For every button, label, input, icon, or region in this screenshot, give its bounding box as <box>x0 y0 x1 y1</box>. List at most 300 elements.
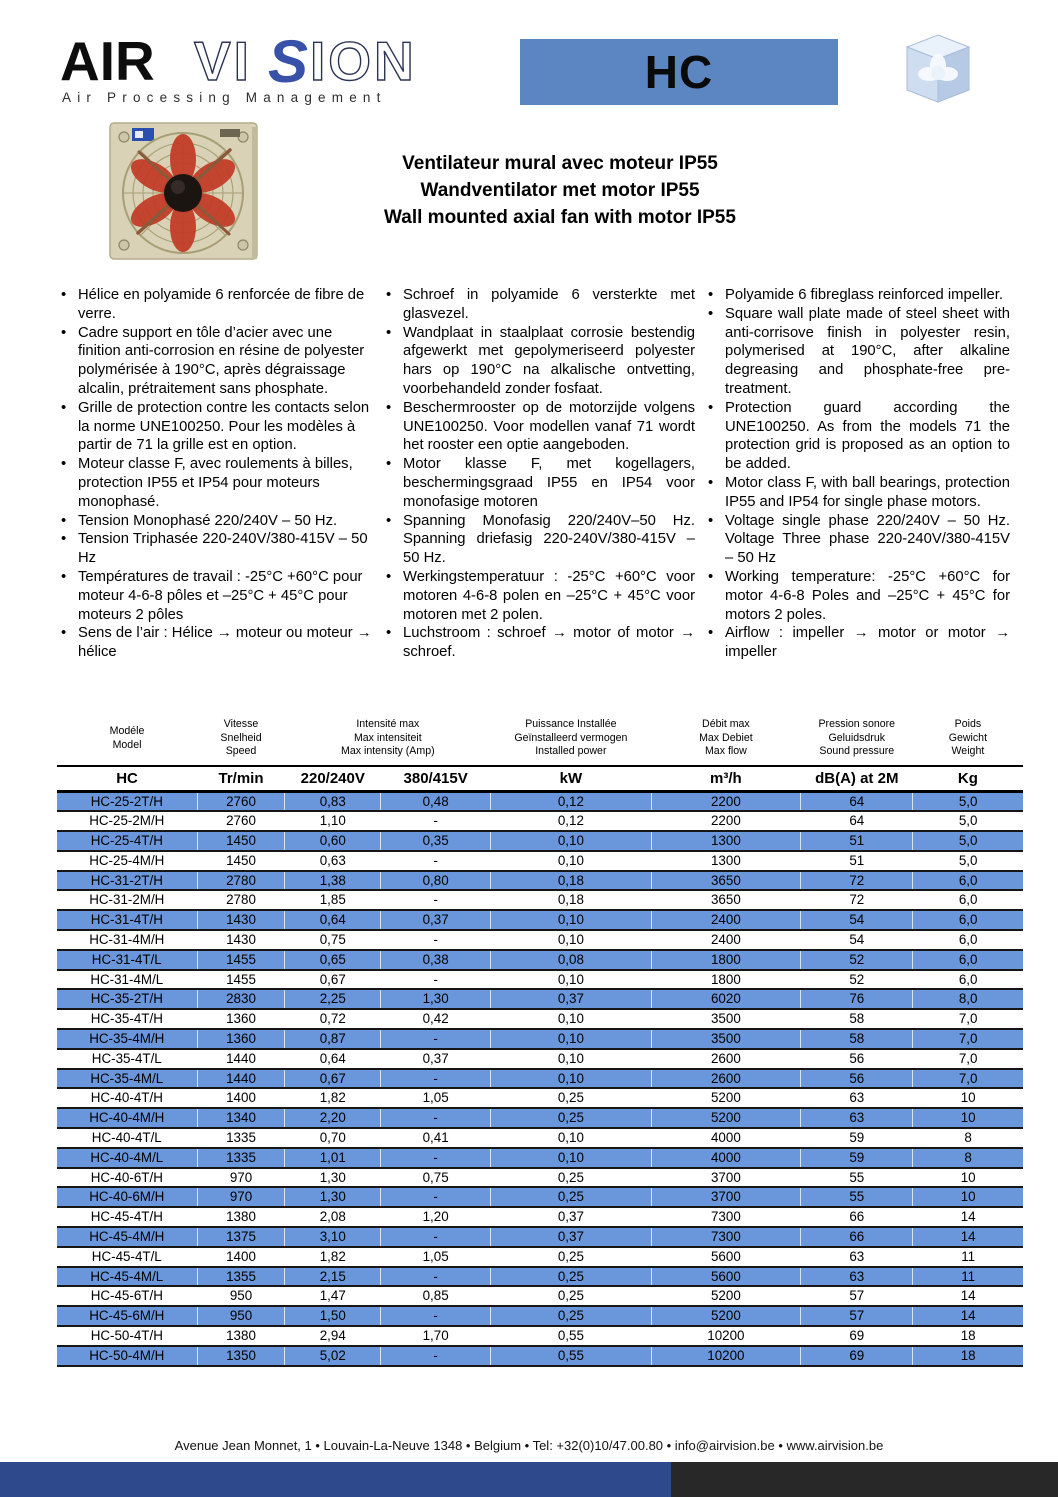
table-cell: 0,60 <box>285 831 381 851</box>
table-row <box>57 1207 1023 1227</box>
table-cell: 3,10 <box>285 1227 381 1247</box>
table-cell: 0,38 <box>381 950 491 970</box>
table-cell: 8 <box>913 1128 1023 1148</box>
header-model: Modéle Model <box>109 724 145 751</box>
table-cell: 1430 <box>197 910 285 930</box>
table-cell: 55 <box>801 1168 913 1188</box>
table-cell: 4000 <box>651 1148 801 1168</box>
table-cell: 0,75 <box>285 930 381 950</box>
table-cell: 5200 <box>651 1306 801 1326</box>
table-cell: 0,25 <box>491 1306 651 1326</box>
table-cell: - <box>381 1346 491 1366</box>
table-cell: 5600 <box>651 1247 801 1267</box>
table-cell: HC-45-6T/H <box>57 1286 197 1306</box>
table-row <box>57 1108 1023 1128</box>
table-cell: 7,0 <box>913 1029 1023 1049</box>
table-cell: 2,94 <box>285 1326 381 1346</box>
table-cell: 5,02 <box>285 1346 381 1366</box>
table-cell: 2760 <box>197 791 285 811</box>
table-cell: 0,25 <box>491 1247 651 1267</box>
airvision-logo <box>58 26 453 111</box>
table-cell: 5,0 <box>913 791 1023 811</box>
table-row <box>57 1247 1023 1267</box>
table-cell: 1440 <box>197 1049 285 1069</box>
table-cell: 0,42 <box>381 1009 491 1029</box>
table-cell: 7300 <box>651 1227 801 1247</box>
table-cell: HC-25-2M/H <box>57 811 197 831</box>
table-row <box>57 1088 1023 1108</box>
table-cell: - <box>381 1108 491 1128</box>
table-cell: HC-35-4T/L <box>57 1049 197 1069</box>
feature-item-fr: • Tension Triphasée 220-240V/380-415V – 50 Hz <box>57 530 373 568</box>
table-cell: 55 <box>801 1187 913 1207</box>
table-cell: 3500 <box>651 1029 801 1049</box>
table-cell: 7300 <box>651 1207 801 1227</box>
feature-item-fr: • Hélice en polyamide 6 renforcée de fibre de verre. <box>57 286 373 324</box>
svg-text:VI: VI <box>194 30 252 92</box>
table-cell: HC-40-6M/H <box>57 1187 197 1207</box>
table-cell: 10 <box>913 1108 1023 1128</box>
table-cell: 2600 <box>651 1049 801 1069</box>
table-cell: 76 <box>801 989 913 1009</box>
table-cell: 6,0 <box>913 910 1023 930</box>
table-cell: 4000 <box>651 1128 801 1148</box>
feature-item-nl: • Beschermrooster op de motorzijde volgens UNE100250. Voor modellen vanaf 71 wordt het rooster een optie aangeboden. <box>382 399 695 455</box>
table-cell: 0,37 <box>491 989 651 1009</box>
table-cell: 1,30 <box>285 1168 381 1188</box>
table-header <box>57 714 1023 791</box>
title-line-en: Wall mounted axial fan with motor IP55 <box>384 207 736 228</box>
table-cell: 2200 <box>651 811 801 831</box>
feature-item-en: • Voltage single phase 220/240V – 50 Hz. Voltage Three phase 220-240V/380-415V – 50 Hz <box>704 512 1010 568</box>
table-cell: 10200 <box>651 1346 801 1366</box>
table-cell: 1,30 <box>381 989 491 1009</box>
table-cell: 1300 <box>651 831 801 851</box>
unit-sound: dB(A) at 2M <box>801 766 913 791</box>
table-row <box>57 851 1023 871</box>
table-cell: 0,37 <box>491 1207 651 1227</box>
airvision-logo-icon <box>58 26 453 106</box>
table-cell: 7,0 <box>913 1069 1023 1089</box>
table-cell: 7,0 <box>913 1009 1023 1029</box>
table-cell: 0,10 <box>491 1009 651 1029</box>
table-cell: - <box>381 811 491 831</box>
table-cell: 2,08 <box>285 1207 381 1227</box>
table-cell: 64 <box>801 791 913 811</box>
table-cell: 6,0 <box>913 871 1023 891</box>
table-cell: 5200 <box>651 1088 801 1108</box>
table-cell: 950 <box>197 1286 285 1306</box>
table-cell: 10200 <box>651 1326 801 1346</box>
table-cell: 14 <box>913 1306 1023 1326</box>
header-sound: Pression sonore Geluidsdruk Sound pressure <box>818 718 896 758</box>
table-cell: 1335 <box>197 1128 285 1148</box>
table-cell: 1335 <box>197 1148 285 1168</box>
table-body <box>57 791 1023 1366</box>
table-row <box>57 1029 1023 1049</box>
table-row <box>57 1049 1023 1069</box>
table-cell: 6,0 <box>913 970 1023 990</box>
table-cell: 0,37 <box>381 910 491 930</box>
table-cell: HC-31-2T/H <box>57 871 197 891</box>
table-cell: 51 <box>801 851 913 871</box>
table-cell: - <box>381 1306 491 1326</box>
table-cell: 0,64 <box>285 1049 381 1069</box>
table-cell: 0,10 <box>491 910 651 930</box>
feature-list-en <box>704 286 1010 662</box>
table-cell: HC-50-4M/H <box>57 1346 197 1366</box>
table-cell: 2760 <box>197 811 285 831</box>
table-cell: 1300 <box>651 851 801 871</box>
table-cell: 10 <box>913 1187 1023 1207</box>
table-cell: 6,0 <box>913 930 1023 950</box>
table-cell: 0,25 <box>491 1267 651 1287</box>
table-row <box>57 910 1023 930</box>
footer-bar <box>0 1462 1058 1497</box>
feature-item-nl: • Werkingstemperatuur : -25°C +60°C voor motoren 4-6-8 polen en –25°C + 45°C voor motoren met 2 polen. <box>382 568 695 624</box>
table-cell: HC-35-4M/L <box>57 1069 197 1089</box>
table-cell: 0,08 <box>491 950 651 970</box>
table-cell: HC-31-2M/H <box>57 890 197 910</box>
table-cell: 0,10 <box>491 1049 651 1069</box>
table-cell: HC-35-4M/H <box>57 1029 197 1049</box>
table-row <box>57 950 1023 970</box>
table-row <box>57 1306 1023 1326</box>
table-cell: 1,70 <box>381 1326 491 1346</box>
table-row <box>57 1069 1023 1089</box>
table-cell: 0,25 <box>491 1187 651 1207</box>
table-cell: HC-40-4T/L <box>57 1128 197 1148</box>
features-english <box>704 286 1010 662</box>
table-cell: 0,63 <box>285 851 381 871</box>
table-cell: 1360 <box>197 1029 285 1049</box>
table-cell: 52 <box>801 950 913 970</box>
table-cell: 5600 <box>651 1267 801 1287</box>
product-series-banner <box>520 39 838 105</box>
table-cell: 0,67 <box>285 970 381 990</box>
feature-columns <box>57 286 1010 662</box>
table-cell: 0,10 <box>491 831 651 851</box>
table-row <box>57 1227 1023 1247</box>
table-cell: 1455 <box>197 950 285 970</box>
table-cell: 1,05 <box>381 1088 491 1108</box>
table-cell: 1380 <box>197 1207 285 1227</box>
table-cell: 3700 <box>651 1168 801 1188</box>
unit-voltage-220: 220/240V <box>285 766 381 791</box>
table-cell: 1800 <box>651 950 801 970</box>
table-cell: HC-45-6M/H <box>57 1306 197 1326</box>
feature-item-en: • Square wall plate made of steel sheet with anti-corrisove finish in polyester resin, polymerised at 190°C, after alkaline degreasing and phosphate-free pre-treatment. <box>704 305 1010 399</box>
table-cell: - <box>381 970 491 990</box>
table-cell: HC-31-4M/L <box>57 970 197 990</box>
table-row <box>57 890 1023 910</box>
table-cell: 3500 <box>651 1009 801 1029</box>
header-speed: Vitesse Snelheid Speed <box>220 718 262 758</box>
table-header-labels <box>57 714 1023 766</box>
table-row <box>57 1346 1023 1366</box>
features-dutch <box>382 286 695 662</box>
table-cell: 63 <box>801 1267 913 1287</box>
table-cell: HC-40-6T/H <box>57 1168 197 1188</box>
table-cell: 5,0 <box>913 851 1023 871</box>
unit-voltage-380: 380/415V <box>381 766 491 791</box>
table-cell: HC-31-4T/H <box>57 910 197 930</box>
table-cell: 2,25 <box>285 989 381 1009</box>
table-cell: 0,10 <box>491 970 651 990</box>
table-cell: HC-40-4M/L <box>57 1148 197 1168</box>
table-cell: 1455 <box>197 970 285 990</box>
table-cell: 59 <box>801 1128 913 1148</box>
table-cell: 63 <box>801 1108 913 1128</box>
feature-item-fr: • Cadre support en tôle d’acier avec une finition anti-corrosion en résine de polyester polymérisée à 190°C, après dégraissage alcalin, prétraitement sans phosphate. <box>57 324 373 399</box>
fan-cube-icon <box>899 30 977 113</box>
table-cell: 1,01 <box>285 1148 381 1168</box>
table-cell: 0,70 <box>285 1128 381 1148</box>
feature-item-en: • Airflow : impeller → motor or motor → impeller <box>704 624 1010 662</box>
table-row <box>57 1148 1023 1168</box>
table-cell: 0,41 <box>381 1128 491 1148</box>
feature-item-fr: • Grille de protection contre les contacts selon la norme UNE100250. Pour les modèles à partir de 71 la grille est en option. <box>57 399 373 455</box>
table-row <box>57 1286 1023 1306</box>
table-cell: 10 <box>913 1088 1023 1108</box>
feature-item-en: • Protection guard according the UNE100250. As from the models 71 the protection grid is proposed as an option to be added. <box>704 399 1010 474</box>
table-cell: 1,10 <box>285 811 381 831</box>
table-cell: 54 <box>801 930 913 950</box>
feature-item-nl: • Luchstroom : schroef → motor of motor → schroef. <box>382 624 695 662</box>
table-cell: 63 <box>801 1247 913 1267</box>
table-cell: 72 <box>801 871 913 891</box>
table-cell: 14 <box>913 1227 1023 1247</box>
table-cell: 18 <box>913 1326 1023 1346</box>
footer-bar-dark <box>671 1462 1058 1497</box>
table-cell: HC-45-4M/H <box>57 1227 197 1247</box>
table-cell: 970 <box>197 1187 285 1207</box>
table-cell: 1,85 <box>285 890 381 910</box>
table-cell: 1400 <box>197 1088 285 1108</box>
table-cell: 0,10 <box>491 1069 651 1089</box>
table-cell: 2,20 <box>285 1108 381 1128</box>
header-flow: Débit max Max Debiet Max flow <box>699 718 753 758</box>
table-cell: 0,64 <box>285 910 381 930</box>
table-cell: 0,10 <box>491 1148 651 1168</box>
table-row <box>57 1009 1023 1029</box>
unit-weight: Kg <box>913 766 1023 791</box>
table-cell: 0,85 <box>381 1286 491 1306</box>
table-cell: 0,18 <box>491 890 651 910</box>
table-cell: HC-31-4T/L <box>57 950 197 970</box>
table-row <box>57 1187 1023 1207</box>
table-cell: 0,87 <box>285 1029 381 1049</box>
feature-item-nl: • Schroef in polyamide 6 versterkte met glasvezel. <box>382 286 695 324</box>
table-cell: 11 <box>913 1267 1023 1287</box>
table-row <box>57 1326 1023 1346</box>
table-cell: 1355 <box>197 1267 285 1287</box>
table-cell: - <box>381 1069 491 1089</box>
table-row <box>57 930 1023 950</box>
table-row <box>57 1168 1023 1188</box>
feature-item-nl: • Spanning Monofasig 220/240V–50 Hz. Spanning driefasig 220-240V/380-415V – 50 Hz. <box>382 512 695 568</box>
table-row <box>57 970 1023 990</box>
table-cell: 1350 <box>197 1346 285 1366</box>
table-cell: 2780 <box>197 890 285 910</box>
table-cell: 1440 <box>197 1069 285 1089</box>
table-cell: 0,25 <box>491 1108 651 1128</box>
table-cell: 3650 <box>651 871 801 891</box>
table-cell: 8,0 <box>913 989 1023 1009</box>
table-cell: 0,25 <box>491 1286 651 1306</box>
table-cell: HC-25-2T/H <box>57 791 197 811</box>
table-cell: HC-45-4T/L <box>57 1247 197 1267</box>
header-weight: Poids Gewicht Weight <box>948 718 988 758</box>
table-cell: 8 <box>913 1148 1023 1168</box>
header-intensity: Intensité max Max intensiteit Max intensity (Amp) <box>341 718 435 758</box>
feature-item-fr: • Moteur classe F, avec roulements à billes, protection IP55 et IP54 pour moteurs monophasé. <box>57 455 373 511</box>
table-cell: 51 <box>801 831 913 851</box>
table-cell: 1375 <box>197 1227 285 1247</box>
table-cell: - <box>381 1187 491 1207</box>
table-cell: 0,37 <box>381 1049 491 1069</box>
table-cell: 1360 <box>197 1009 285 1029</box>
table-cell: 5200 <box>651 1286 801 1306</box>
table-cell: 0,25 <box>491 1168 651 1188</box>
specification-table <box>57 714 1023 1367</box>
table-cell: 5200 <box>651 1108 801 1128</box>
table-cell: 0,83 <box>285 791 381 811</box>
table-cell: 66 <box>801 1227 913 1247</box>
features-french <box>57 286 373 662</box>
table-cell: 64 <box>801 811 913 831</box>
table-cell: 0,67 <box>285 1069 381 1089</box>
table-cell: 1,82 <box>285 1088 381 1108</box>
table-cell: 18 <box>913 1346 1023 1366</box>
table-cell: 5,0 <box>913 811 1023 831</box>
table-cell: 3700 <box>651 1187 801 1207</box>
table-cell: - <box>381 890 491 910</box>
table-header-units <box>57 766 1023 791</box>
svg-text:S: S <box>268 28 309 95</box>
table-cell: 58 <box>801 1029 913 1049</box>
table-cell: 59 <box>801 1148 913 1168</box>
logo-tagline: Air Processing Management <box>62 90 387 105</box>
unit-flow: m³/h <box>651 766 801 791</box>
table-cell: 56 <box>801 1069 913 1089</box>
svg-text:AIR: AIR <box>60 30 155 92</box>
table-cell: 0,18 <box>491 871 651 891</box>
table-cell: 0,37 <box>491 1227 651 1247</box>
table-cell: 52 <box>801 970 913 990</box>
table-cell: HC-40-4M/H <box>57 1108 197 1128</box>
table-cell: - <box>381 930 491 950</box>
table-cell: 2200 <box>651 791 801 811</box>
table-cell: 0,25 <box>491 1088 651 1108</box>
table-cell: 0,55 <box>491 1346 651 1366</box>
table-cell: 1,05 <box>381 1247 491 1267</box>
table-cell: 5,0 <box>913 831 1023 851</box>
table-cell: - <box>381 851 491 871</box>
table-row <box>57 791 1023 811</box>
table-cell: 2,15 <box>285 1267 381 1287</box>
table-cell: 14 <box>913 1286 1023 1306</box>
title-line-fr: Ventilateur mural avec moteur IP55 <box>402 153 718 174</box>
product-series-label: HC <box>644 46 714 98</box>
table-cell: 69 <box>801 1346 913 1366</box>
table-cell: 0,80 <box>381 871 491 891</box>
table-cell: 2400 <box>651 930 801 950</box>
header-power: Puissance Installée Geïnstalleerd vermogen Installed power <box>514 718 628 758</box>
unit-model: HC <box>57 766 197 791</box>
table-row <box>57 811 1023 831</box>
table-cell: 6,0 <box>913 950 1023 970</box>
table-cell: 2400 <box>651 910 801 930</box>
table-cell: 2600 <box>651 1069 801 1089</box>
table-cell: 3650 <box>651 890 801 910</box>
table-cell: 0,10 <box>491 851 651 871</box>
feature-list-nl <box>382 286 695 662</box>
table-cell: 0,65 <box>285 950 381 970</box>
table-cell: 56 <box>801 1049 913 1069</box>
table-cell: - <box>381 1029 491 1049</box>
table-cell: 58 <box>801 1009 913 1029</box>
table-cell: HC-40-4T/H <box>57 1088 197 1108</box>
feature-item-en: • Motor class F, with ball bearings, protection IP55 and IP54 for single phase motors. <box>704 474 1010 512</box>
table-cell: 970 <box>197 1168 285 1188</box>
table-row <box>57 1267 1023 1287</box>
table-row <box>57 871 1023 891</box>
table-cell: 57 <box>801 1286 913 1306</box>
table-cell: 1,20 <box>381 1207 491 1227</box>
fan-product-image <box>102 117 265 270</box>
table-cell: 11 <box>913 1247 1023 1267</box>
product-title <box>270 150 850 231</box>
table-cell: 1,50 <box>285 1306 381 1326</box>
table-cell: 72 <box>801 890 913 910</box>
table-cell: 950 <box>197 1306 285 1326</box>
table-cell: HC-25-4T/H <box>57 831 197 851</box>
table-cell: 2780 <box>197 871 285 891</box>
table-cell: HC-31-4M/H <box>57 930 197 950</box>
table-cell: 1380 <box>197 1326 285 1346</box>
table-cell: HC-25-4M/H <box>57 851 197 871</box>
table-cell: HC-35-2T/H <box>57 989 197 1009</box>
table-cell: 1800 <box>651 970 801 990</box>
table-cell: 66 <box>801 1207 913 1227</box>
table-cell: 1,82 <box>285 1247 381 1267</box>
table-cell: 6,0 <box>913 890 1023 910</box>
footer-bar-blue <box>0 1462 671 1497</box>
table-cell: 0,48 <box>381 791 491 811</box>
table-cell: 1340 <box>197 1108 285 1128</box>
feature-item-nl: • Wandplaat in staalplaat corrosie bestendig afgewerkt met gepolymeriseerd polyester hars op 190°C na alkalische ontvetting, voorbehandeld zonder fosfaat. <box>382 324 695 399</box>
table-cell: HC-50-4T/H <box>57 1326 197 1346</box>
table-cell: 1450 <box>197 851 285 871</box>
unit-speed: Tr/min <box>197 766 285 791</box>
table-cell: 54 <box>801 910 913 930</box>
table-cell: 57 <box>801 1306 913 1326</box>
title-line-nl: Wandventilator met motor IP55 <box>420 180 700 201</box>
table-cell: 0,10 <box>491 1029 651 1049</box>
feature-list-fr <box>57 286 373 662</box>
table-cell: HC-45-4T/H <box>57 1207 197 1227</box>
table-row <box>57 989 1023 1009</box>
table-cell: 0,10 <box>491 930 651 950</box>
table-cell: HC-35-4T/H <box>57 1009 197 1029</box>
table-cell: - <box>381 1148 491 1168</box>
unit-power: kW <box>491 766 651 791</box>
table-cell: 1450 <box>197 831 285 851</box>
feature-item-fr: • Températures de travail : -25°C +60°C pour moteur 4-6-8 pôles et –25°C + 45°C pour moteurs 2 pôles <box>57 568 373 624</box>
table-cell: 1,38 <box>285 871 381 891</box>
table-cell: 0,12 <box>491 791 651 811</box>
